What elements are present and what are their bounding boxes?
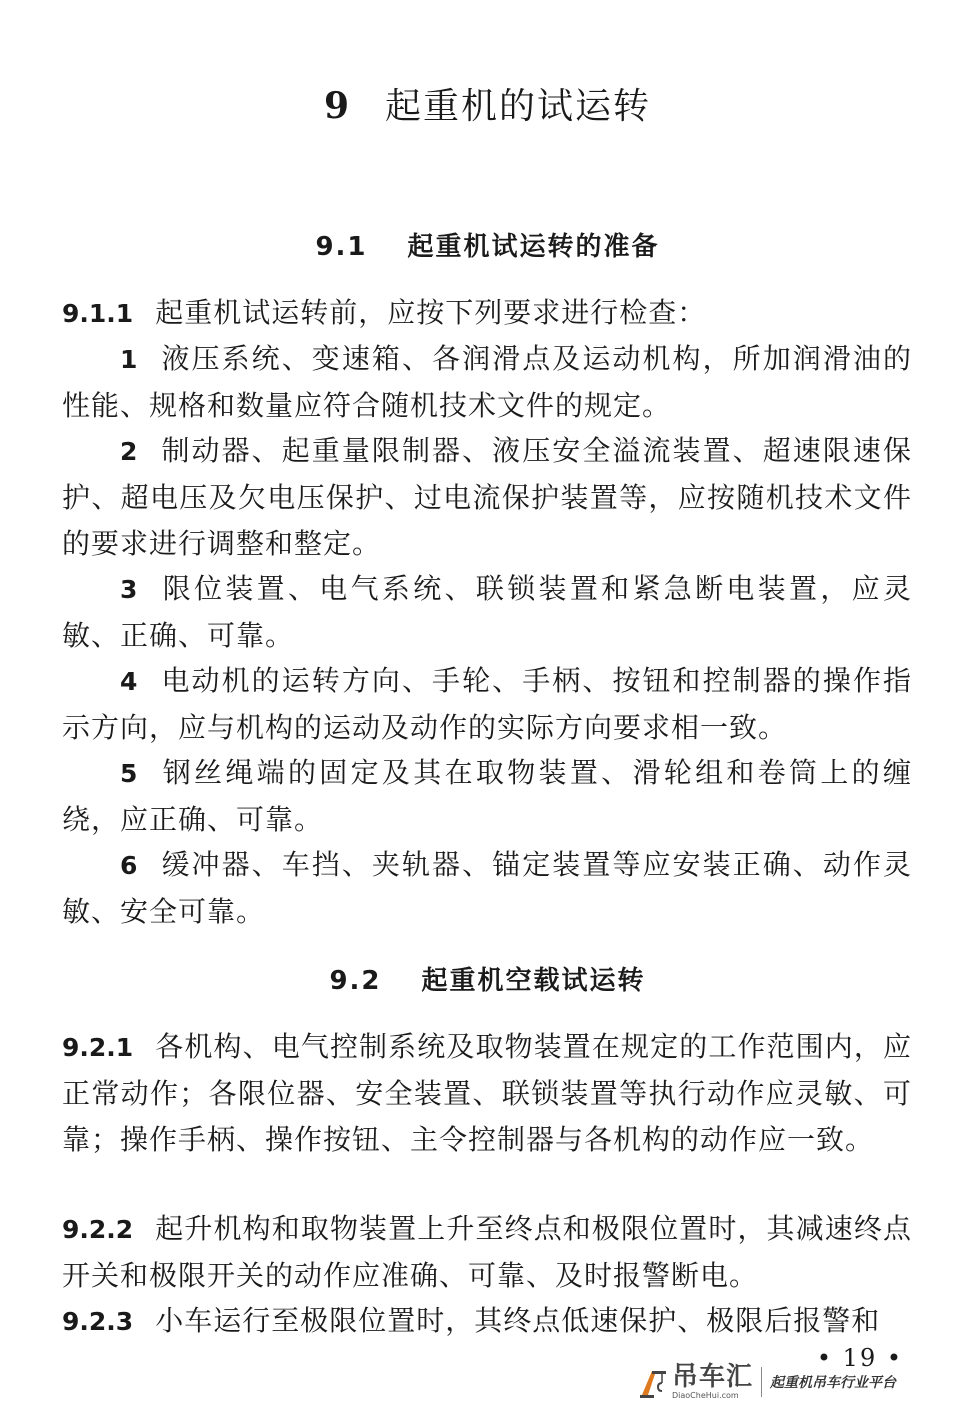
section-title-text: 起重机试运转的准备 <box>407 232 660 262</box>
list-item <box>62 842 912 935</box>
section-heading-9-2 <box>0 960 975 997</box>
item-text: 液压系统、变速箱、各润滑点及运动机构，所加润滑油的性能、规格和数量应符合随机技术文件的规定。 <box>62 342 912 422</box>
section-heading-9-1 <box>0 226 975 263</box>
item-number: 5 <box>120 759 139 788</box>
list-item <box>62 428 912 567</box>
chapter-number: 9 <box>323 85 352 127</box>
chapter-title-text: 起重机的试运转 <box>385 86 652 127</box>
clause-9-2-1 <box>62 1024 912 1163</box>
item-text: 电动机的运转方向、手轮、手柄、按钮和控制器的操作指示方向，应与机构的运动及动作的实际方向要求相一致。 <box>62 664 912 744</box>
section-number: 9.1 <box>315 232 368 262</box>
clause-9-2-2 <box>62 1206 912 1299</box>
clause-text: 小车运行至极限位置时，其终点低速保护、极限后报警和 <box>155 1304 881 1337</box>
list-item <box>62 750 912 843</box>
brand-slogan: 起重机吊车行业平台 <box>770 1375 897 1391</box>
brand-divider <box>761 1367 762 1397</box>
item-text: 限位装置、电气系统、联锁装置和紧急断电装置，应灵敏、正确、可靠。 <box>62 572 912 652</box>
list-item <box>62 566 912 659</box>
brand-name-block <box>672 1364 753 1400</box>
item-number: 4 <box>120 667 139 696</box>
clause-number: 9.2.3 <box>62 1307 134 1336</box>
chapter-title <box>0 78 975 129</box>
list-item <box>62 336 912 429</box>
brand-name: 吊车汇 <box>672 1362 754 1392</box>
item-number: 1 <box>120 345 139 374</box>
clause-number: 9.2.2 <box>62 1215 134 1244</box>
item-number: 3 <box>120 575 139 604</box>
brand-url: DiaoCheHui.com <box>672 1391 739 1400</box>
crane-hook-icon <box>638 1365 668 1399</box>
item-text: 钢丝绳端的固定及其在取物装置、滑轮组和卷筒上的缠绕，应正确、可靠。 <box>62 756 912 836</box>
item-number: 6 <box>120 851 139 880</box>
clause-number: 9.1.1 <box>62 299 134 328</box>
page-number: • 19 • <box>816 1344 903 1372</box>
item-text: 缓冲器、车挡、夹轨器、锚定装置等应安装正确、动作灵敏、安全可靠。 <box>62 848 912 928</box>
clause-9-2-3 <box>62 1298 912 1345</box>
list-item <box>62 658 912 751</box>
clause-9-1-1 <box>62 290 912 337</box>
footer-brand <box>638 1362 938 1402</box>
clause-text: 各机构、电气控制系统及取物装置在规定的工作范围内，应正常动作；各限位器、安全装置、联锁装置等执行动作应灵敏、可靠；操作手柄、操作按钮、主令控制器与各机构的动作应一致。 <box>62 1030 912 1156</box>
clause-number: 9.2.1 <box>62 1033 134 1062</box>
item-text: 制动器、起重量限制器、液压安全溢流装置、超速限速保护、超电压及欠电压保护、过电流保护装置等，应按随机技术文件的要求进行调整和整定。 <box>62 434 912 560</box>
section-title-text: 起重机空载试运转 <box>421 966 646 996</box>
section-number: 9.2 <box>329 966 382 996</box>
item-number: 2 <box>120 437 139 466</box>
clause-text: 起升机构和取物装置上升至终点和极限位置时，其减速终点开关和极限开关的动作应准确、可靠、及时报警断电。 <box>62 1212 912 1292</box>
clause-text: 起重机试运转前，应按下列要求进行检查： <box>155 296 707 329</box>
